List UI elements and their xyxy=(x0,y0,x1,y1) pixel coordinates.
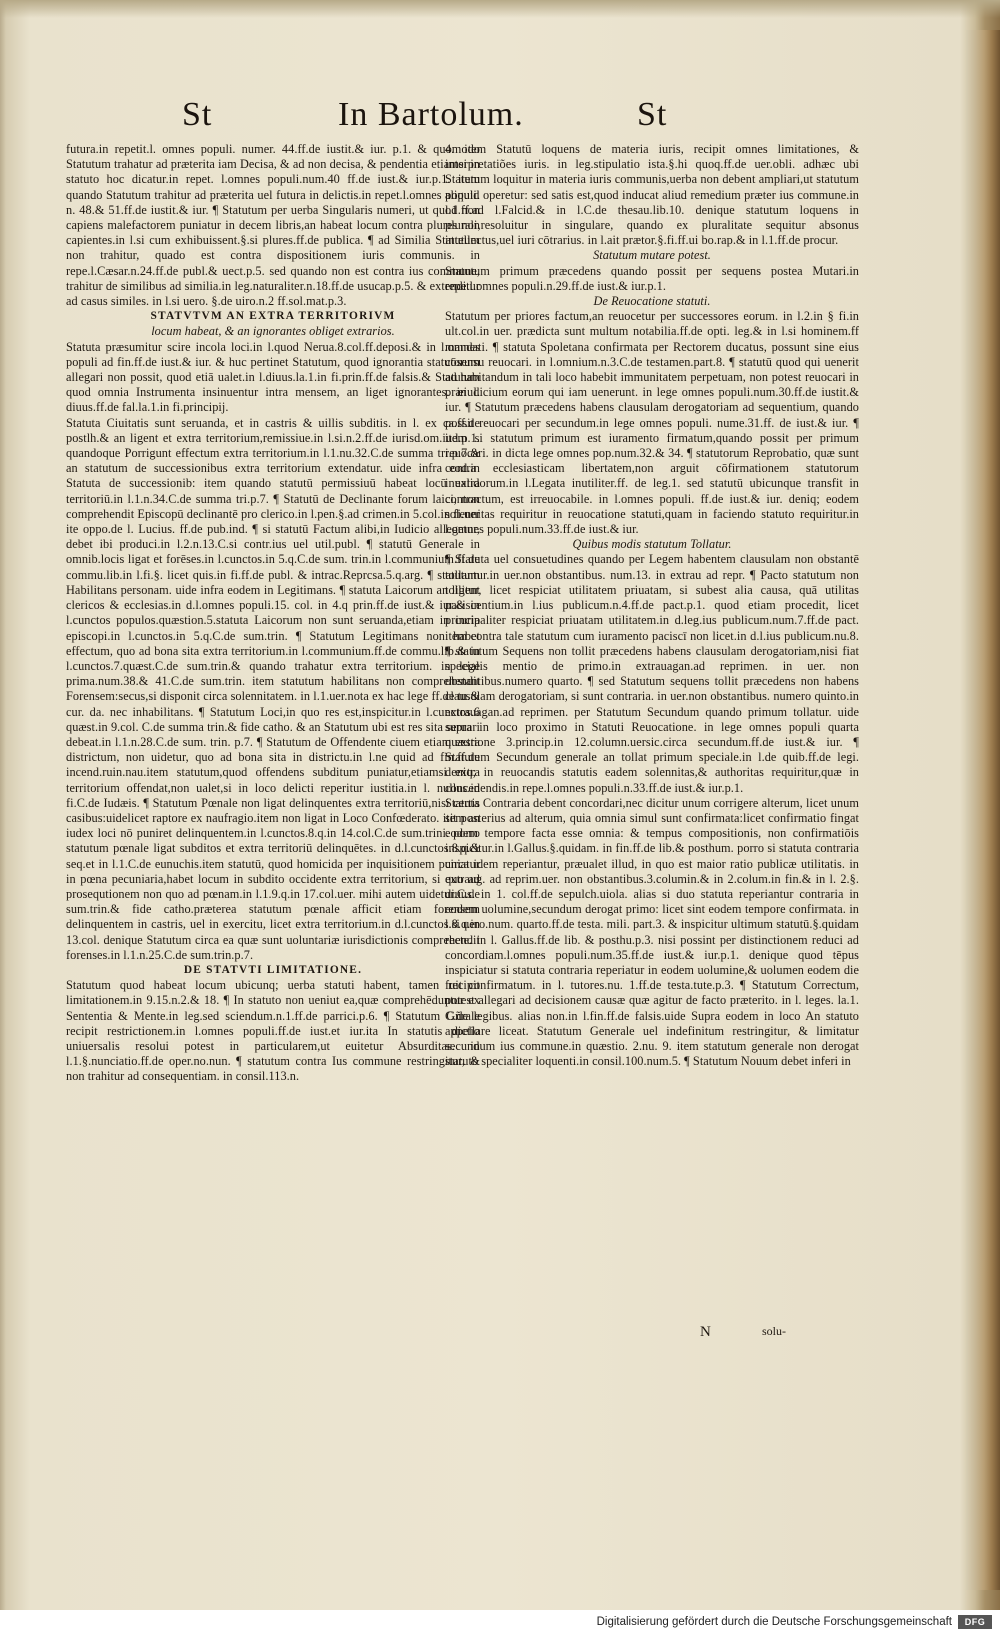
book-edge xyxy=(966,30,1000,1590)
dfg-logo-badge: DFG xyxy=(958,1615,992,1629)
header-right-letters: St xyxy=(637,96,668,133)
left-paragraph: Statutum quod habeat locum ubicunq; uerba statuti habent, tamen recipit limitationem.in 9.15.n.2.& 18. ¶ In statuto non ueniut ea,quæ comprehēduntur ex Sententia & Mente.in leg.sed sciendum.n.1.ff.de parrici.p.6. ¶ Statutum Gñrale recipit restrictionem.in l.omnes populi.ff.de iust.et iur.ita In statutis dictio uniuersalis resolui potest in particularem,ut euitetur Absurditas. in l.1.§.nunciatio.ff.de oper.no.nun. ¶ statutum contra Ius commune restringitur, & non trahitur ad consequentiam. in consil.113.n. xyxy=(66,978,480,1084)
left-section-heading: STATVTVM AN EXTRA TERRITORIVM xyxy=(150,310,396,323)
right-column xyxy=(445,142,859,1069)
signature-letter: N xyxy=(700,1324,711,1340)
right-paragraph: ¶ Statuta uel consuetudines quando per Legem habentem clausulam non obstantē tollantur.in uer.non obstantibus. num.13. in extrau ad repr. ¶ Pacto statutum non tollitur, licet respiciat utilitatem priuatam, si subest alia causa, quā utilitas paciscentium.in l.ius publicum.n.4.ff.de pact.p.1. quod etiam procedit, licet principaliter respiciat priuatam utilitatem.in d.leg.ius publicum.num.7.ff.de pact. item contra tale statutum cum iuramento paciscī non licet.in d.l.ius publicum.nu.8. ¶ statutum Sequens non tollit præcedens habens clausulam derogatoriam,nisi fiat specialis mentio de primo.in extrauagan.ad reprimen. in uer. non obstantibus.numero quarto. ¶ sed Statutum sequens tollit præcedens non habens clausulam derogatoriam, si sunt contraria. in uer.non obstantibus. numero quinto.in extrauagan.ad reprimen. per Statutum Secundum quando primum tollatur. uide supra in loco proximo in Statuti Reuocatione. in lege omnes populi quarta quæstione 3.princip.in 12.column.uersic.circa secundum.ff.de iust.& iur. ¶ Statutum Secundum generale an tollat primum speciale.in l.de quib.ff.de legi. deniq; in reuocandis statutis eadem solennitas,& authoritas requiritur,quæ in concedendis.in repe.l.omnes populi.n.33.ff.de iust.& iur.p.1. xyxy=(445,552,859,795)
footer-credit: Digitalisierung gefördert durch die Deutsche Forschungsgemeinschaft xyxy=(596,1616,952,1628)
left-section-subheading: locum habeat, & an ignorantes obliget extrarios. xyxy=(151,324,395,339)
left-paragraph: futura.in repetit.l. omnes populi. numer. 44.ff.de iustit.& iur. p.1. & quomodo Statutum trahatur ad præterita iam Decisa, & ad non decisa, & pendentia etiamsi in statuto hoc dicatur.in repet. l.omnes populi.num.40 ff.de iust.& iur.p.1. item quando Statutum trahitur ad præterita uel futura in delictis.in repet.l.omnes populi. n. 48.& 51.ff.de iustit.& iur. ¶ Statutum per uerba Singularis numeri, ut quod non capiens malefactorem puniatur in decem libris,an habeat locum contra plures non capientes.in l.si cum exhibuissent.§.si plures.ff.de publica. ¶ ad Similia Statutum non trahitur, quado est contra dispositionem iuris communis. in repe.l.Cæsar.n.24.ff.de publ.& uect.p.5. sed quando non est contra ius commune, trahitur de similibus ad similia.in leg.naturaliter.n.18.ff.de usucap.p.5. & extenditur ad casus similes. in l.si uero. §.de uiro.n.2 ff.sol.mat.p.3. xyxy=(66,142,480,309)
right-paragraph: Statuta Contraria debent concordari,nec dicitur unum corrigere alterum, licet unum sit posterius ad alterum, quia omnia simul sunt confirmata:licet confirmatio fingat eodem tempore facta esse omnia: & tempus compositionis, non confirmatiōis inspicitur.in l.Gallus.§.quidam. in fin.ff.de lib.& posthum. porro si statuta contraria circa idem reperiantur, præualet illud, in quo est maior ratio publicæ utilitatis. in extraug. ad reprim.uer. non obstantibus.3.columin.& in 2.colum.in fin.& in l. 2.§. diuus. in 1. col.ff.de sepulch.uiola. alias si duo statuta reperiantur contraria in eodem uolumine,secundum derogat primo: licet sint eodem tempore confirmata. in l.si uero.num. quarto.ff.de testa. mili. part.3. & inspicitur ultimum statutū.§.quidam recte. in l. Gallus.ff.de lib. & posthu.p.3. nisi possint per distinctionem reduci ad concordiam.l.omnes populi.num.35.ff.de iust.& iur.p.1. denique quod tēpus inspiciatur si statuta contraria reperiatur in eodem uolumine,& uolumen eodem die fuit confirmatum. in l. tutores.nu. 1.ff.de testa.tute.p.3. ¶ Statutum Correctum, potest allegari ad decisionem causæ quæ agitur de facto præterito. in l. leges. la.1. C.de legibus. alias non.in l.fin.ff.de falsis.uide Supra eodem in loco An statuto appellare liceat. Statutum Generale uel indefinitum restringitur, & limitatur secundum ius commune.in quæstio. 2.nu. 9. item statutum generale non derogat statuto specialiter loquenti.in consil.100.num.5. ¶ Statutum Nouum debet inferi in xyxy=(445,795,859,1069)
top-shadow xyxy=(0,0,1000,18)
left-column xyxy=(66,142,480,1085)
left-paragraph: Statuta præsumitur scire incola loci.in l.quod Nerua.8.col.ff.deposi.& in l.omnes populi ad fin.ff.de iust.& iur. & huc pertinet Statutum, quod ignorantia statutorum allegari non possit, quod etiā ualet.in l.diuus.la.1.in fi.prin.ff.de falsis.& Statutum quod omnia Instrumenta insinuentur intra mensem, an liget ignorantes. in l. diuus.ff.de fal.la.1.in fi.principij. xyxy=(66,339,480,415)
right-subheading: Quibus modis statutum Tollatur. xyxy=(572,537,732,552)
header-left-letters: St xyxy=(182,96,213,133)
footer-bar xyxy=(0,1610,1000,1635)
left-section-heading-2: DE STATVTI LIMITATIONE. xyxy=(183,963,363,976)
left-paragraph: Statuta Ciuitatis sunt seruanda, et in castris & uillis subditis. in l. ex ca.ff.de postlh.& an ligent et extra territorium,remissiue.in l.si.n.2.ff.de iurisd.om.iud.p.1. quandoque Porrigunt effectum extra territorium.in l.1.nu.32.C.de summa tri.p.7.& an statutum de successionibus extra territorium extendatur. uide infra eod.in Statuta de successionib: item quando statutū permissiuū habeat locū extra territoriū.in l.1.n.34.C.de summa tri.p.7. ¶ Statutū de Declinante forum laici, non comprehendit Episcopū declinantē pro clerico.in l.pen.§.ad crimen.in 5.col.in fi.uer ite oppo.de l. Lucius. ff.de pub.ind. ¶ si statutū Factum alibi,in Iudicio allegetur, debet ibi produci.in l.2.n.13.C.si contr.ius uel util.publ. ¶ statutū Generale in omnib.locis ligat et forēses.in l.cunctos.in 5.q.C.de sum. trin.in l.communium.ff.de commu.lib.in l.fi.§. licet quis.in fi.ff.de publ. & intrac.Reprcsa.5.q.arg. ¶ statutum Habilitans personam. uide infra eodem in Legitimans. ¶ statuta Laicorum an ligent clericos & ecclesias.in d.l.omnes populi.15. col. in 4.q prin.ff.de iust.& iur.& in l.cunctos populos.quæstion.5.statuta Laicorum non sunt seruanda,etiam in curia episcopi.in l.cunctos.in 5.q.C.de sum.trin. ¶ Statutum Legitimans non habet effectum, quo ad bona sita extra territorium.in l.communium.ff.de commu.lib.& in l.cunctos.7.quæst.C.de sum.trin.& quando trahatur extra territorium. in lege prima.num.38.& 41.C.de sum.trin. item statutum habilitans non comprehendit Forensem:secus,si disponit circa solennitatem. in l.1.uer.nota ex hac lege ff.de tu.& cur. da. nec inhabilitans. ¶ Statutum Loci,in quo res est,inspicitur.in l.cunctos.6 quæst.in 9.col. C.de summa trin.& fide catho. & an Statutum ubi est res sita seruari debeat.in l.1.n.28.C.de sum. trin. p.7. ¶ Statutum de Offendente ciuem etiam extra districtum, non uidetur, quo ad bona sita in districtu.in l.ne quid ad fin.ff.de incend.ruin.nau.item statutum,quod offendens subditum puniatur,etiamsi extra territorium offendat,non ualet,si in loco delicti reperitur iustitia.in l. nullus.in fi.C.de Iudæis. ¶ Statutum Pœnale non ligat delinquentes extra territoriū,nisi certis casibus:uidelicet raptore ex naufragio.item non ligat in Loco Confœderato. item an iudex loci nō puniret delinquentem.in l.cunctos.8.q.in 14.col.C.de sum.trini. porro statutum pœnale ligat subditos et extra territoriū delinquētes. in d.l.cunctos.8.q.& seq.et in l.1.C.de eunuchis.item statutū, quod homicida per inquisitionem puniatur in pœna pecuniaria,habet locum in subdito occidente extra territorium, si quo ad prosequtionem non quo ad pœnam.in l.1.9.q.in 17.col.uer. mihi autem uidetur.C.de sum.trin.& fide catho.præterea statutum pœnale afficit etiam forensem delinquentem in castris, uel in exercitu, licet extra territorium.in d.l.cunctos.8.q.in 13.col. denique Statutum circa ea quæ sunt uoluntariæ iurisdictionis comprehendit forenses.in l.1.n.25.C.de sum.trin.p.7. xyxy=(66,415,480,962)
right-paragraph: 4. item Statutū loquens de materia iuris, recipit omnes limitationes, & interpretatiões iuris. in leg.stipulatio ista.§.hi quoq.ff.de uer.obli. adhæc ubi Statutum loquitur in materia iuris communis,uerba non debent ampliari,ut statutum aliquid operetur: sed satis est,quod inducat aliud remedium præter ius commune.in l.1.ff.ad l.Falcid.& in l.C.de thesau.lib.10. denique statutum loquens in plurali,resoluitur in singulare, quando ex pluralitate sequitur absonus intellectus,uel iuri cōtrarius. in l.ait prætor.§.fi.ff.ui bo.rap.& in l.1.ff.de procur. xyxy=(445,142,859,248)
right-subheading: De Reuocatione statuti. xyxy=(593,294,711,309)
right-paragraph: Statutum primum præcedens quando possit per sequens postea Mutari.in repe.l.omnes populi.n.29.ff.de iust.& iur.p.1. xyxy=(445,263,859,293)
right-subheading: Statutum mutare potest. xyxy=(593,248,711,263)
running-header xyxy=(0,96,960,140)
right-paragraph: Statutum per priores factum,an reuocetur per successores eorum. in l.2.in § fi.in ult.col.in uer. prædicta sunt multum notabilia.ff.de opti. leg.& in l.si hominem.ff mandati. ¶ statuta Spoletana confirmata per Rectorem ducatus, possunt sine eius cōsensu reuocari. in l.omnium.n.3.C.de testamen.part.8. ¶ statutū quod qui uenerit ad habitandum in tali loco habebit immunitatem perpetuam, non potest reuocari in præiudicium eorum qui iam uenerunt. in lege omnes populi.num.30.ff.de iustit.& iur. ¶ Statutum præcedens habens clausulam derogatoriam ad sequentium, quando possit reuocari per secundum.in lege omnes populi. nume.31.ff. de iust.& iur. ¶ item si statutum primum est iuramento firmatum,quando possit per primum reuocari. in dicta lege omnes pop.num.32.& 34. ¶ statutorum Reprobatio, quæ sunt contra ecclesiasticam libertatem,non arguit cōfirmationem statutorum inualidorum.in l.Legata inutiliter.ff. de leg.1. sed statutū ubicunque transfit in contractum, est irreuocabile. in l.omnes populi. ff.de iust.& iur. deniq; eodem solennitas requiritur in reuocatione statuti,quam in faciendo statuto requiritur.in l.omnes populi.num.33.ff.de iust.& iur. xyxy=(445,309,859,537)
header-title: In Bartolum. xyxy=(338,96,524,133)
catchword: solu- xyxy=(762,1324,786,1338)
